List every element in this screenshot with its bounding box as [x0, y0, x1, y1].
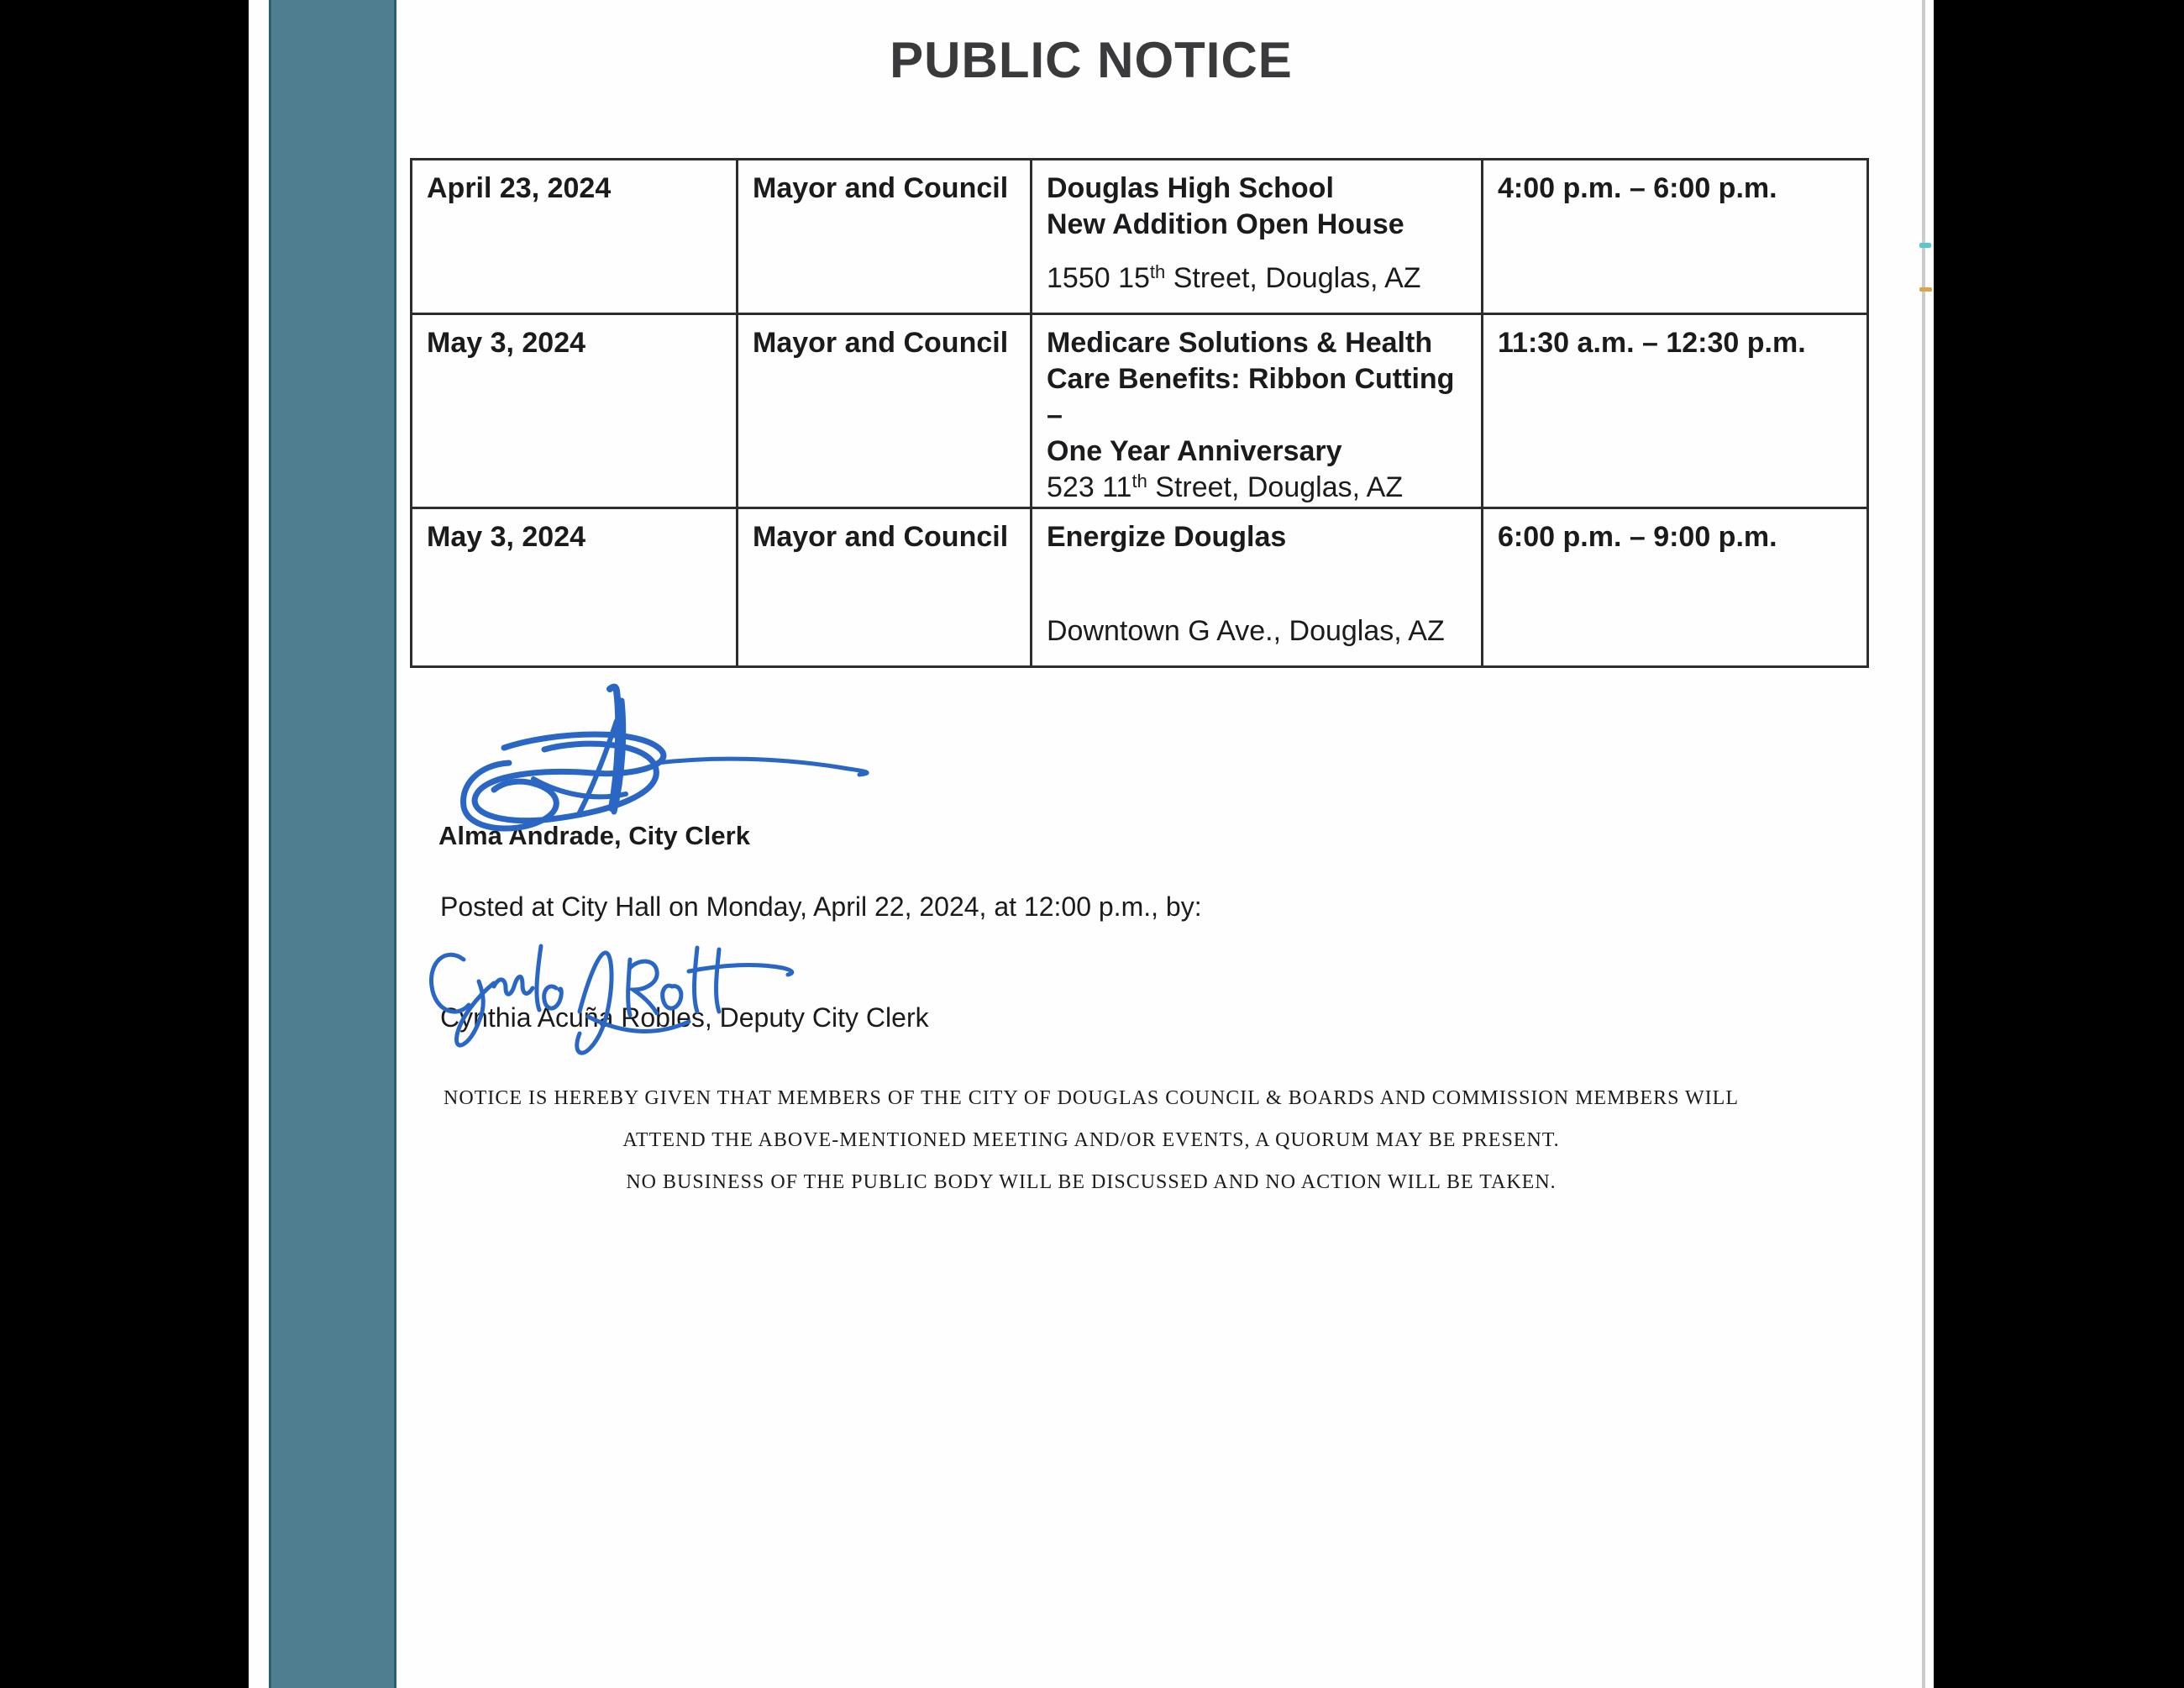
- event-date: April 23, 2024: [412, 160, 738, 314]
- deputy-clerk-signature-ink: [420, 934, 798, 1060]
- events-table: [410, 158, 1869, 668]
- event-address: [1047, 470, 1469, 506]
- event-description-cell: [1032, 314, 1483, 508]
- quorum-notice: [249, 1086, 1934, 1212]
- scan-edge-line: [1922, 0, 1925, 1688]
- address-text: 1550 15: [1047, 262, 1150, 294]
- quorum-notice-line-3: NO BUSINESS OF THE PUBLIC BODY WILL BE DISCUSSED AND NO ACTION WILL BE TAKEN.: [626, 1171, 1557, 1193]
- event-body: Mayor and Council: [738, 508, 1032, 667]
- event-description-cell: [1032, 160, 1483, 314]
- address-text: Downtown G Ave., Douglas, AZ: [1047, 615, 1445, 647]
- event-body: Mayor and Council: [738, 160, 1032, 314]
- page-title: PUBLIC NOTICE: [890, 32, 1293, 88]
- address-text: Street, Douglas, AZ: [1165, 262, 1421, 294]
- address-text: 523 11: [1047, 471, 1132, 503]
- address-text: Street, Douglas, AZ: [1147, 471, 1404, 503]
- event-time: 4:00 p.m. – 6:00 p.m.: [1483, 160, 1868, 314]
- event-time: 11:30 a.m. – 12:30 p.m.: [1483, 314, 1868, 508]
- clerk-name-label: Alma Andrade, City Clerk: [438, 821, 750, 850]
- event-row: [412, 160, 1868, 314]
- event-date: May 3, 2024: [412, 314, 738, 508]
- address-ordinal: th: [1131, 471, 1147, 492]
- event-address: [1047, 260, 1469, 297]
- event-title: [1047, 325, 1469, 470]
- scan-mark-teal: [1919, 243, 1931, 248]
- document-paper: [249, 0, 1934, 1688]
- event-title-line: One Year Anniversary: [1047, 435, 1342, 467]
- event-row: [412, 508, 1868, 667]
- event-title-line: Care Benefits: Ribbon Cutting –: [1047, 363, 1455, 431]
- event-body: Mayor and Council: [738, 314, 1032, 508]
- event-title-line: Energize Douglas: [1047, 521, 1287, 553]
- event-time: 6:00 p.m. – 9:00 p.m.: [1483, 508, 1868, 667]
- posted-note: Posted at City Hall on Monday, April 22, 2024, at 12:00 p.m., by:: [440, 891, 1202, 922]
- event-title-line: New Addition Open House: [1047, 208, 1404, 240]
- event-title-line: Medicare Solutions & Health: [1047, 327, 1433, 359]
- quorum-notice-line-1: NOTICE IS HEREBY GIVEN THAT MEMBERS OF THE CITY OF DOUGLAS COUNCIL & BOARDS AND COMMISSION MEMBERS WILL: [444, 1087, 1739, 1109]
- event-address: [1047, 613, 1469, 649]
- event-row: [412, 314, 1868, 508]
- city-clerk-signature-ink: [454, 682, 890, 838]
- binding-stripe: [269, 0, 396, 1688]
- address-ordinal: th: [1149, 261, 1166, 282]
- quorum-notice-line-2: ATTEND THE ABOVE-MENTIONED MEETING AND/OR EVENTS, A QUORUM MAY BE PRESENT.: [622, 1129, 1560, 1151]
- event-title-line: Douglas High School: [1047, 172, 1334, 204]
- event-title: [1047, 519, 1469, 555]
- event-date: May 3, 2024: [412, 508, 738, 667]
- deputy-name-label: Cynthia Acuña Robles, Deputy City Clerk: [440, 1002, 929, 1033]
- scan-mark-orange: [1919, 287, 1932, 292]
- event-title: [1047, 171, 1469, 243]
- event-description-cell: [1032, 508, 1483, 667]
